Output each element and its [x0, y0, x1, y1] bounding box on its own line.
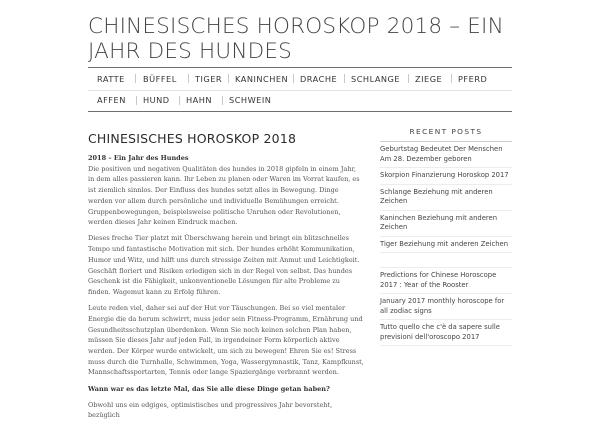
nav-item-tiger[interactable]: TIGER: [195, 74, 223, 84]
recent-post-item: [380, 142, 512, 168]
post-question-text: Wann war es das letzte Mal, das Sie alle diese Dinge getan haben?: [88, 384, 330, 393]
recent-posts-list: [380, 142, 512, 253]
nav-item-ratte[interactable]: RATTE: [97, 74, 125, 84]
recent-post-link[interactable]: Tiger Beziehung mit anderen Zeichen: [380, 239, 509, 248]
post-paragraph: Leute reden viel, daher sei auf der Hut vor Täuschungen. Bei so viel mentaler Energie die da herum schwirrt, muss jeder sein Fitness-Programm, Ernährung und Gesundheitsschutzplan überdenken. Wenn Sie noch keinen solchen Plan haben, müssen Sie dieses Jahr auf jeden Fall, in irgendeiner Form körperlich aktive werden. Der Körper wurde entwickelt, um sich zu bewegen! Ehren Sie es! Stress muss durch die Turnhalle, Schwimmen, Yoga, Wassergymnastik, Tanz, Kampfkunst, Mannschaftssportarten, Tennis oder lange Spaziergänge verbrannt werden.: [88, 304, 364, 377]
post-paragraph-text: Die positiven und negativen Qualitäten des hundes in 2018 gipfeln in einem Jahr, in dem alles passieren kann. Ihr Leben zu planen oder Waren im Vorrat kaufen, es ist ziemlich sinnlos. Der Einfluss des hundes setzt alles in Bewegung. Dinge werden vor allem durch persönliche und individuelle Bemühungen erreicht. Gruppenbewegungen, beispielsweise politische Unruhen oder Revolutionen, werden dieses Jahr keinen Eindruck machen.: [88, 164, 360, 227]
more-post-link[interactable]: Predictions for Chinese Horoscope 2017 : Year of the Rooster: [380, 271, 497, 289]
nav-separator: [179, 96, 180, 105]
nav-separator: [222, 96, 223, 105]
sidebar: [380, 124, 512, 346]
nav-separator: [408, 74, 409, 83]
post-content: [88, 153, 364, 427]
more-post-item: [380, 294, 512, 320]
nav-item-hund[interactable]: HUND: [143, 95, 170, 105]
recent-post-item: [380, 211, 512, 237]
post-paragraph: [88, 153, 364, 228]
post-paragraph: Obwohl uns ein edgiges, optimistisches und progressives Jahr bevorsteht, bezüglich: [88, 400, 333, 420]
site-title-link[interactable]: CHINESISCHES HOROSKOP 2018 – EIN JAHR DES HUNDES: [88, 14, 504, 64]
post-title: CHINESISCHES HOROSKOP 2018: [88, 131, 297, 146]
nav-separator: [293, 74, 294, 83]
nav-separator: [135, 74, 136, 83]
nav-item-ziege[interactable]: ZIEGE: [415, 74, 443, 84]
nav-item-pferd[interactable]: PFERD: [458, 74, 488, 84]
more-posts-list: [380, 267, 512, 346]
recent-post-link[interactable]: Kaninchen Beziehung mit anderen Zeichen: [380, 213, 498, 231]
recent-post-link[interactable]: Schlange Beziehung mit anderen Zeichen: [380, 187, 493, 205]
more-post-item: [380, 320, 512, 346]
more-post-link[interactable]: January 2017 monthly horoscope for all zodiac signs: [380, 297, 505, 315]
recent-post-link[interactable]: Geburtstag Bedeutet Der Menschen Am 28. Dezember geboren: [380, 145, 503, 163]
nav-separator: [228, 74, 229, 83]
post-paragraph: Dieses freche Tier platzt mit Überschwang herein und bringt ein blitzschnelles Tempo und fantastische Motivation mit sich. Der hundes erhöht Kommunikation, Humor und Witz, und hilft uns durch stressige Zeiten mit Anmut und Leichtigkeit. Geschäft floriert und Risiken erledigen sich in der Regel von selbst. Das hundes Geschenk ist die Fähigkeit, unkonventionelle Lösungen für alte Probleme zu finden. Wagemut kann zu Erfolg führen.: [88, 234, 360, 296]
more-post-link[interactable]: Tutto quello che c'è da sapere sulle previsioni dell'oroscopo 2017: [380, 323, 500, 341]
main-navigation: [88, 67, 512, 112]
nav-item-hahn[interactable]: HAHN: [186, 95, 213, 105]
post-question: [88, 384, 364, 395]
nav-item-kaninchen[interactable]: KANINCHEN: [235, 74, 289, 84]
nav-item-affen[interactable]: AFFEN: [97, 95, 126, 105]
recent-post-item: [380, 237, 512, 254]
recent-post-link[interactable]: Skorpion Finanzierung Horoskop 2017: [380, 171, 509, 179]
more-post-item: [380, 268, 512, 294]
nav-item-drache[interactable]: DRACHE: [300, 74, 338, 84]
nav-item-schwein[interactable]: SCHWEIN: [229, 95, 272, 105]
nav-separator: [188, 74, 189, 83]
nav-separator: [136, 96, 137, 105]
recent-post-item: [380, 168, 512, 185]
site-title: [88, 14, 528, 64]
nav-item-schlange[interactable]: SCHLANGE: [351, 74, 401, 84]
post-subtitle: 2018 – Ein Jahr des Hundes: [88, 154, 189, 162]
nav-item-bueffel[interactable]: BÜFFEL: [143, 74, 177, 84]
recent-posts-title: RECENT POSTS: [380, 124, 512, 142]
recent-post-item: [380, 185, 512, 211]
nav-separator: [451, 74, 452, 83]
nav-separator: [344, 74, 345, 83]
